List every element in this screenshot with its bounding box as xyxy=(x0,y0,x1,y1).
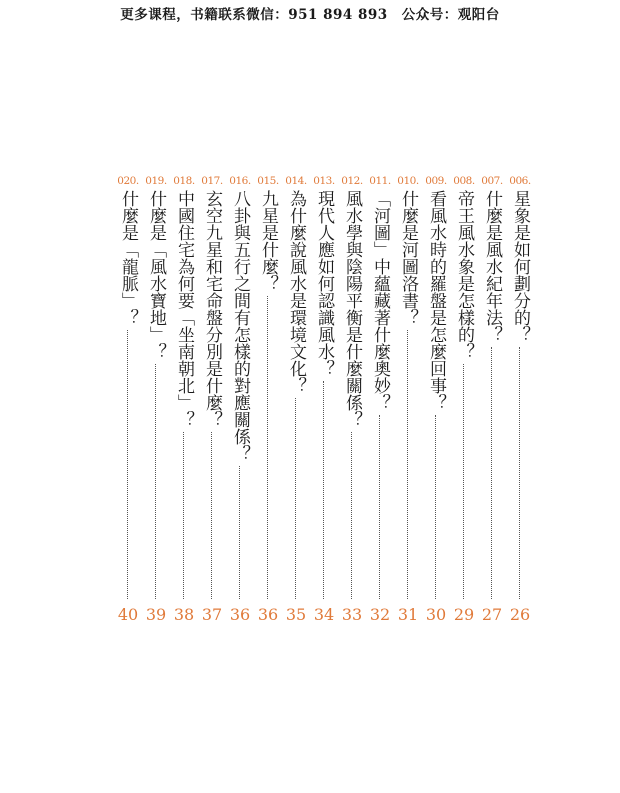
page-number: 26 xyxy=(509,605,531,624)
page-number: 32 xyxy=(369,605,391,624)
toc-entry[interactable] xyxy=(338,175,366,635)
entry-number: 010. xyxy=(397,175,419,187)
toc-entry[interactable] xyxy=(282,175,310,635)
toc-entry[interactable] xyxy=(310,175,338,635)
entry-number: 006. xyxy=(509,175,531,187)
dot-leader xyxy=(211,432,212,599)
page-number: 33 xyxy=(341,605,363,624)
dot-leader xyxy=(379,415,380,599)
entry-number: 017. xyxy=(201,175,223,187)
toc-entry[interactable] xyxy=(422,175,450,635)
page-number: 40 xyxy=(117,605,139,624)
dot-leader xyxy=(183,432,184,599)
entry-title: 看風水時的羅盤是怎麼回事？ xyxy=(426,190,446,411)
entry-title: 帝王風水象是怎樣的？ xyxy=(454,190,474,360)
dot-leader xyxy=(323,381,324,599)
dot-leader xyxy=(519,347,520,599)
entry-number: 011. xyxy=(369,175,391,187)
entry-number: 012. xyxy=(341,175,363,187)
entry-number: 014. xyxy=(285,175,307,187)
dot-leader xyxy=(491,347,492,599)
dot-leader xyxy=(239,466,240,599)
toc-entry[interactable] xyxy=(366,175,394,635)
entry-number: 009. xyxy=(425,175,447,187)
toc-entry[interactable] xyxy=(114,175,142,635)
entry-title: 星象是如何劃分的？ xyxy=(510,190,530,343)
dot-leader xyxy=(407,330,408,599)
page-number: 37 xyxy=(201,605,223,624)
toc-entry[interactable] xyxy=(142,175,170,635)
toc-entry[interactable] xyxy=(394,175,422,635)
entry-number: 018. xyxy=(173,175,195,187)
page-number: 31 xyxy=(397,605,419,624)
entry-title: 八卦與五行之間有怎樣的對應關係？ xyxy=(230,190,250,462)
dot-leader xyxy=(267,296,268,599)
entry-title: 為什麼說風水是環境文化？ xyxy=(286,190,306,394)
dot-leader xyxy=(351,432,352,599)
entry-title: 什麼是河圖洛書？ xyxy=(398,190,418,326)
page-number: 35 xyxy=(285,605,307,624)
entry-number: 020. xyxy=(117,175,139,187)
dot-leader xyxy=(155,364,156,599)
page-number: 29 xyxy=(453,605,475,624)
entry-title: 中國住宅為何要「坐南朝北」？ xyxy=(174,190,194,428)
toc-entry[interactable] xyxy=(226,175,254,635)
dot-leader xyxy=(295,398,296,599)
entry-title: 「河圖」中蘊藏著什麼奧妙？ xyxy=(370,190,390,411)
page-number: 36 xyxy=(257,605,279,624)
entry-title: 玄空九星和宅命盤分別是什麼？ xyxy=(202,190,222,428)
page-number: 39 xyxy=(145,605,167,624)
dot-leader xyxy=(463,364,464,599)
table-of-contents xyxy=(0,175,620,635)
entry-title: 什麼是風水紀年法？ xyxy=(482,190,502,343)
toc-entry[interactable] xyxy=(170,175,198,635)
entry-number: 013. xyxy=(313,175,335,187)
entry-title: 什麼是「風水寶地」？ xyxy=(146,190,166,360)
entry-title: 九星是什麼？ xyxy=(258,190,278,292)
entry-number: 007. xyxy=(481,175,503,187)
entry-number: 016. xyxy=(229,175,251,187)
entry-title: 風水學與陰陽平衡是什麼關係？ xyxy=(342,190,362,428)
page-number: 38 xyxy=(173,605,195,624)
entry-title: 現代人應如何認識風水？ xyxy=(314,190,334,377)
toc-entry[interactable] xyxy=(450,175,478,635)
page-number: 36 xyxy=(229,605,251,624)
header-contact-text: 更多课程，书籍联系微信：951 894 893 公众号：观阳台 xyxy=(120,7,500,23)
entry-number: 019. xyxy=(145,175,167,187)
page-number: 30 xyxy=(425,605,447,624)
toc-entry[interactable] xyxy=(198,175,226,635)
dot-leader xyxy=(435,415,436,599)
toc-entry[interactable] xyxy=(254,175,282,635)
dot-leader xyxy=(127,330,128,599)
toc-entry[interactable] xyxy=(506,175,534,635)
entry-title: 什麼是「龍脈」？ xyxy=(118,190,138,326)
entry-number: 008. xyxy=(453,175,475,187)
entry-number: 015. xyxy=(257,175,279,187)
page-number: 27 xyxy=(481,605,503,624)
page-number: 34 xyxy=(313,605,335,624)
toc-entry[interactable] xyxy=(478,175,506,635)
